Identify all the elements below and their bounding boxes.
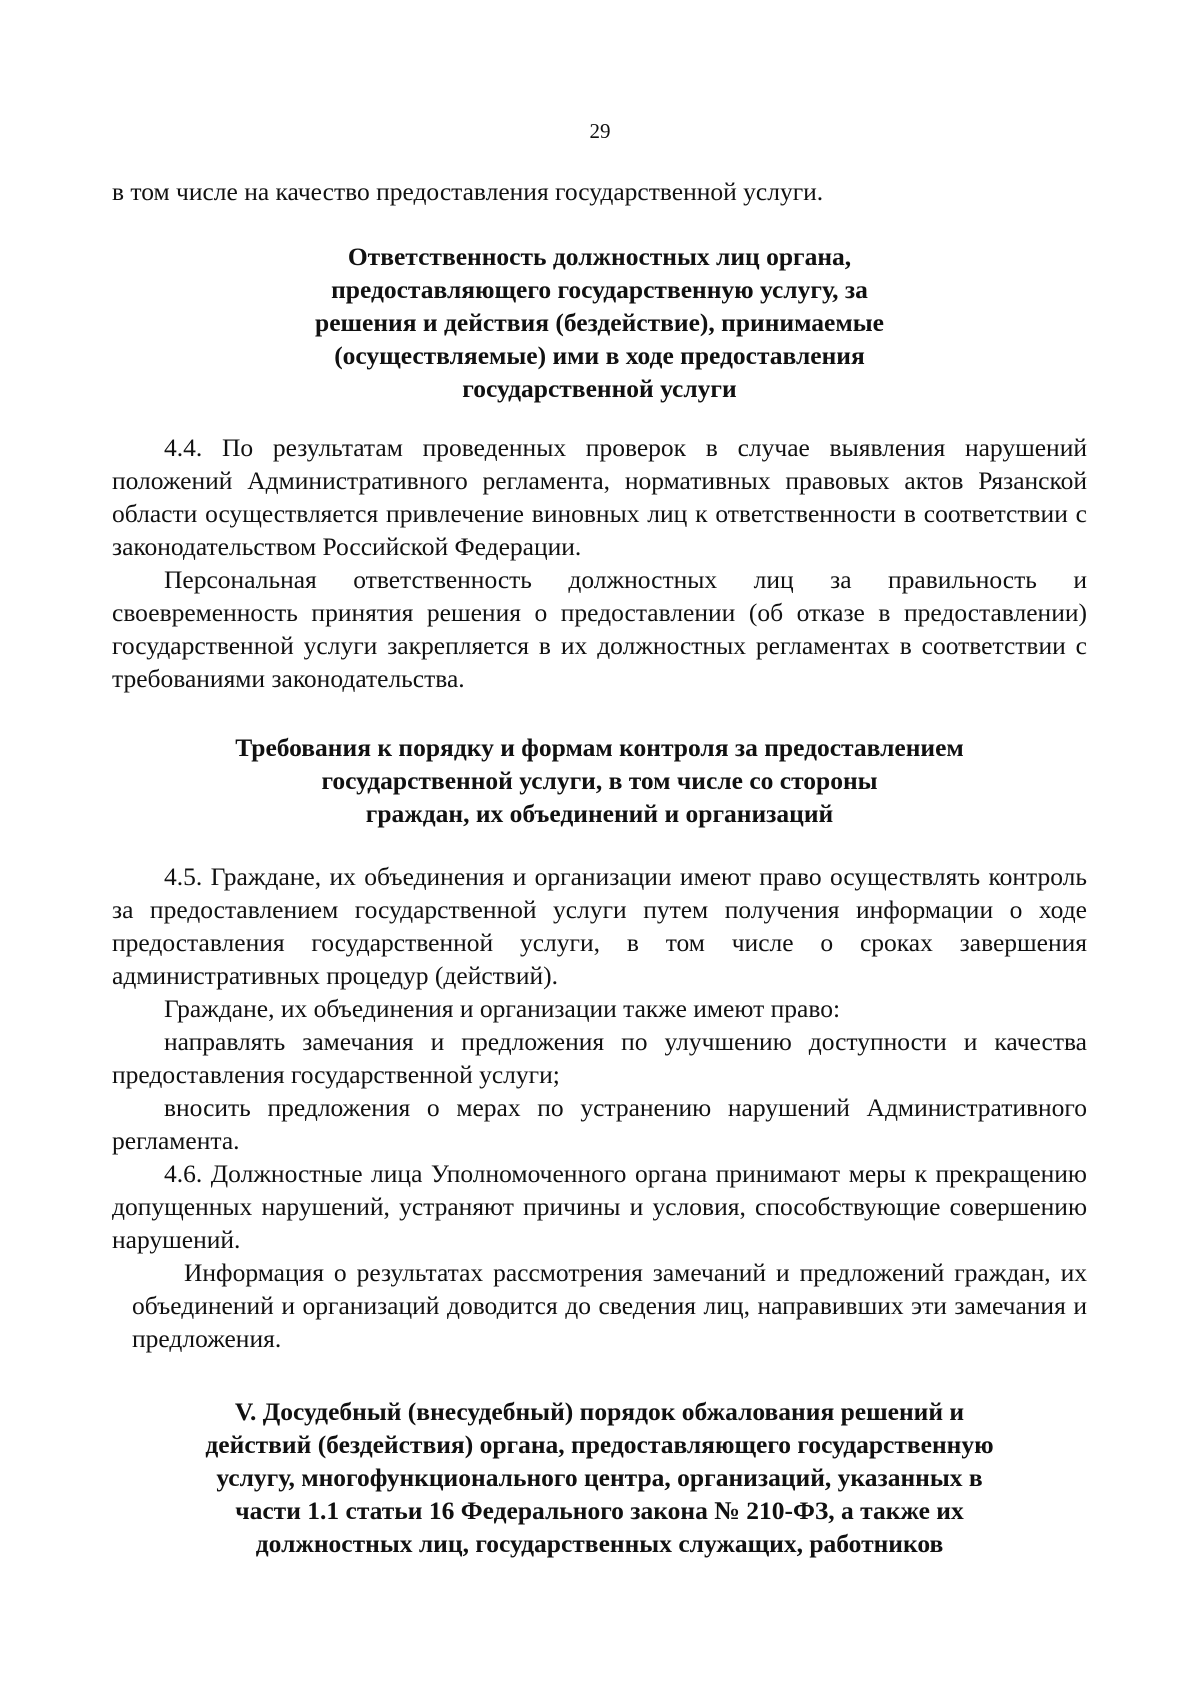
heading-line: Ответственность должностных лиц органа, [347,242,852,271]
heading-responsibility [112,240,1087,405]
paragraph-4-5: 4.5. Граждане, их объединения и организации имеют право осуществлять контроль за предоставлением государственной услуги путем получения информации о ходе предоставления государственной услуги, в том числе о сроках завершения административных процедур (действий). [112,862,1087,990]
heading-control-requirements [112,731,1087,830]
heading-line: государственной услуги [462,374,737,403]
heading-line: решения и действия (бездействие), принимаемые [315,308,884,337]
heading-line: действий (бездействия) органа, предоставляющего государственную [205,1430,994,1459]
heading-line: части 1.1 статьи 16 Федерального закона № 210-ФЗ, а также их [235,1496,964,1525]
paragraph-4-4: 4.4. По результатам проведенных проверок в случае выявления нарушений положений Административного регламента, нормативных правовых актов Рязанской области осуществляется привлечение виновных лиц к ответственности в соответствии с законодательством Российской Федерации. [112,433,1087,561]
heading-line: V. Досудебный (внесудебный) порядок обжалования решений и [234,1397,965,1426]
heading-line: государственной услуги, в том числе со стороны [321,766,878,795]
heading-line: Требования к порядку и формам контроля за предоставлением [235,733,964,762]
intro-line: в том числе на качество предоставления государственной услуги. [112,177,824,206]
paragraph-citizen-rights: Граждане, их объединения и организации также имеют право: [164,994,841,1023]
paragraph-send-remarks: направлять замечания и предложения по улучшению доступности и качества предоставления государственной услуги; [112,1027,1087,1089]
page-body [112,175,1087,1560]
heading-line: услугу, многофункционального центра, организаций, указанных в [216,1463,983,1492]
paragraph-information: Информация о результатах рассмотрения замечаний и предложений граждан, их объединений и организаций доводится до сведения лиц, направивших эти замечания и предложения. [132,1258,1087,1353]
heading-line: граждан, их объединений и организаций [365,799,834,828]
heading-line: (осуществляемые) ими в ходе предоставления [334,341,865,370]
heading-section-v [112,1395,1087,1560]
paragraph-personal-responsibility: Персональная ответственность должностных лиц за правильность и своевременность принятия решения о предоставлении (об отказе в предоставлении) государственной услуги закрепляется в их должностных регламентах в соответствии с требованиями законодательства. [112,565,1087,693]
heading-line: должностных лиц, государственных служащих, работников [255,1529,944,1558]
paragraph-4-6: 4.6. Должностные лица Уполномоченного органа принимают меры к прекращению допущенных нарушений, устраняют причины и условия, способствующие совершению нарушений. [112,1159,1087,1254]
heading-line: предоставляющего государственную услугу, за [331,275,868,304]
paragraph-make-proposals: вносить предложения о мерах по устранению нарушений Административного регламента. [112,1093,1087,1155]
page-number: 29 [589,119,611,143]
